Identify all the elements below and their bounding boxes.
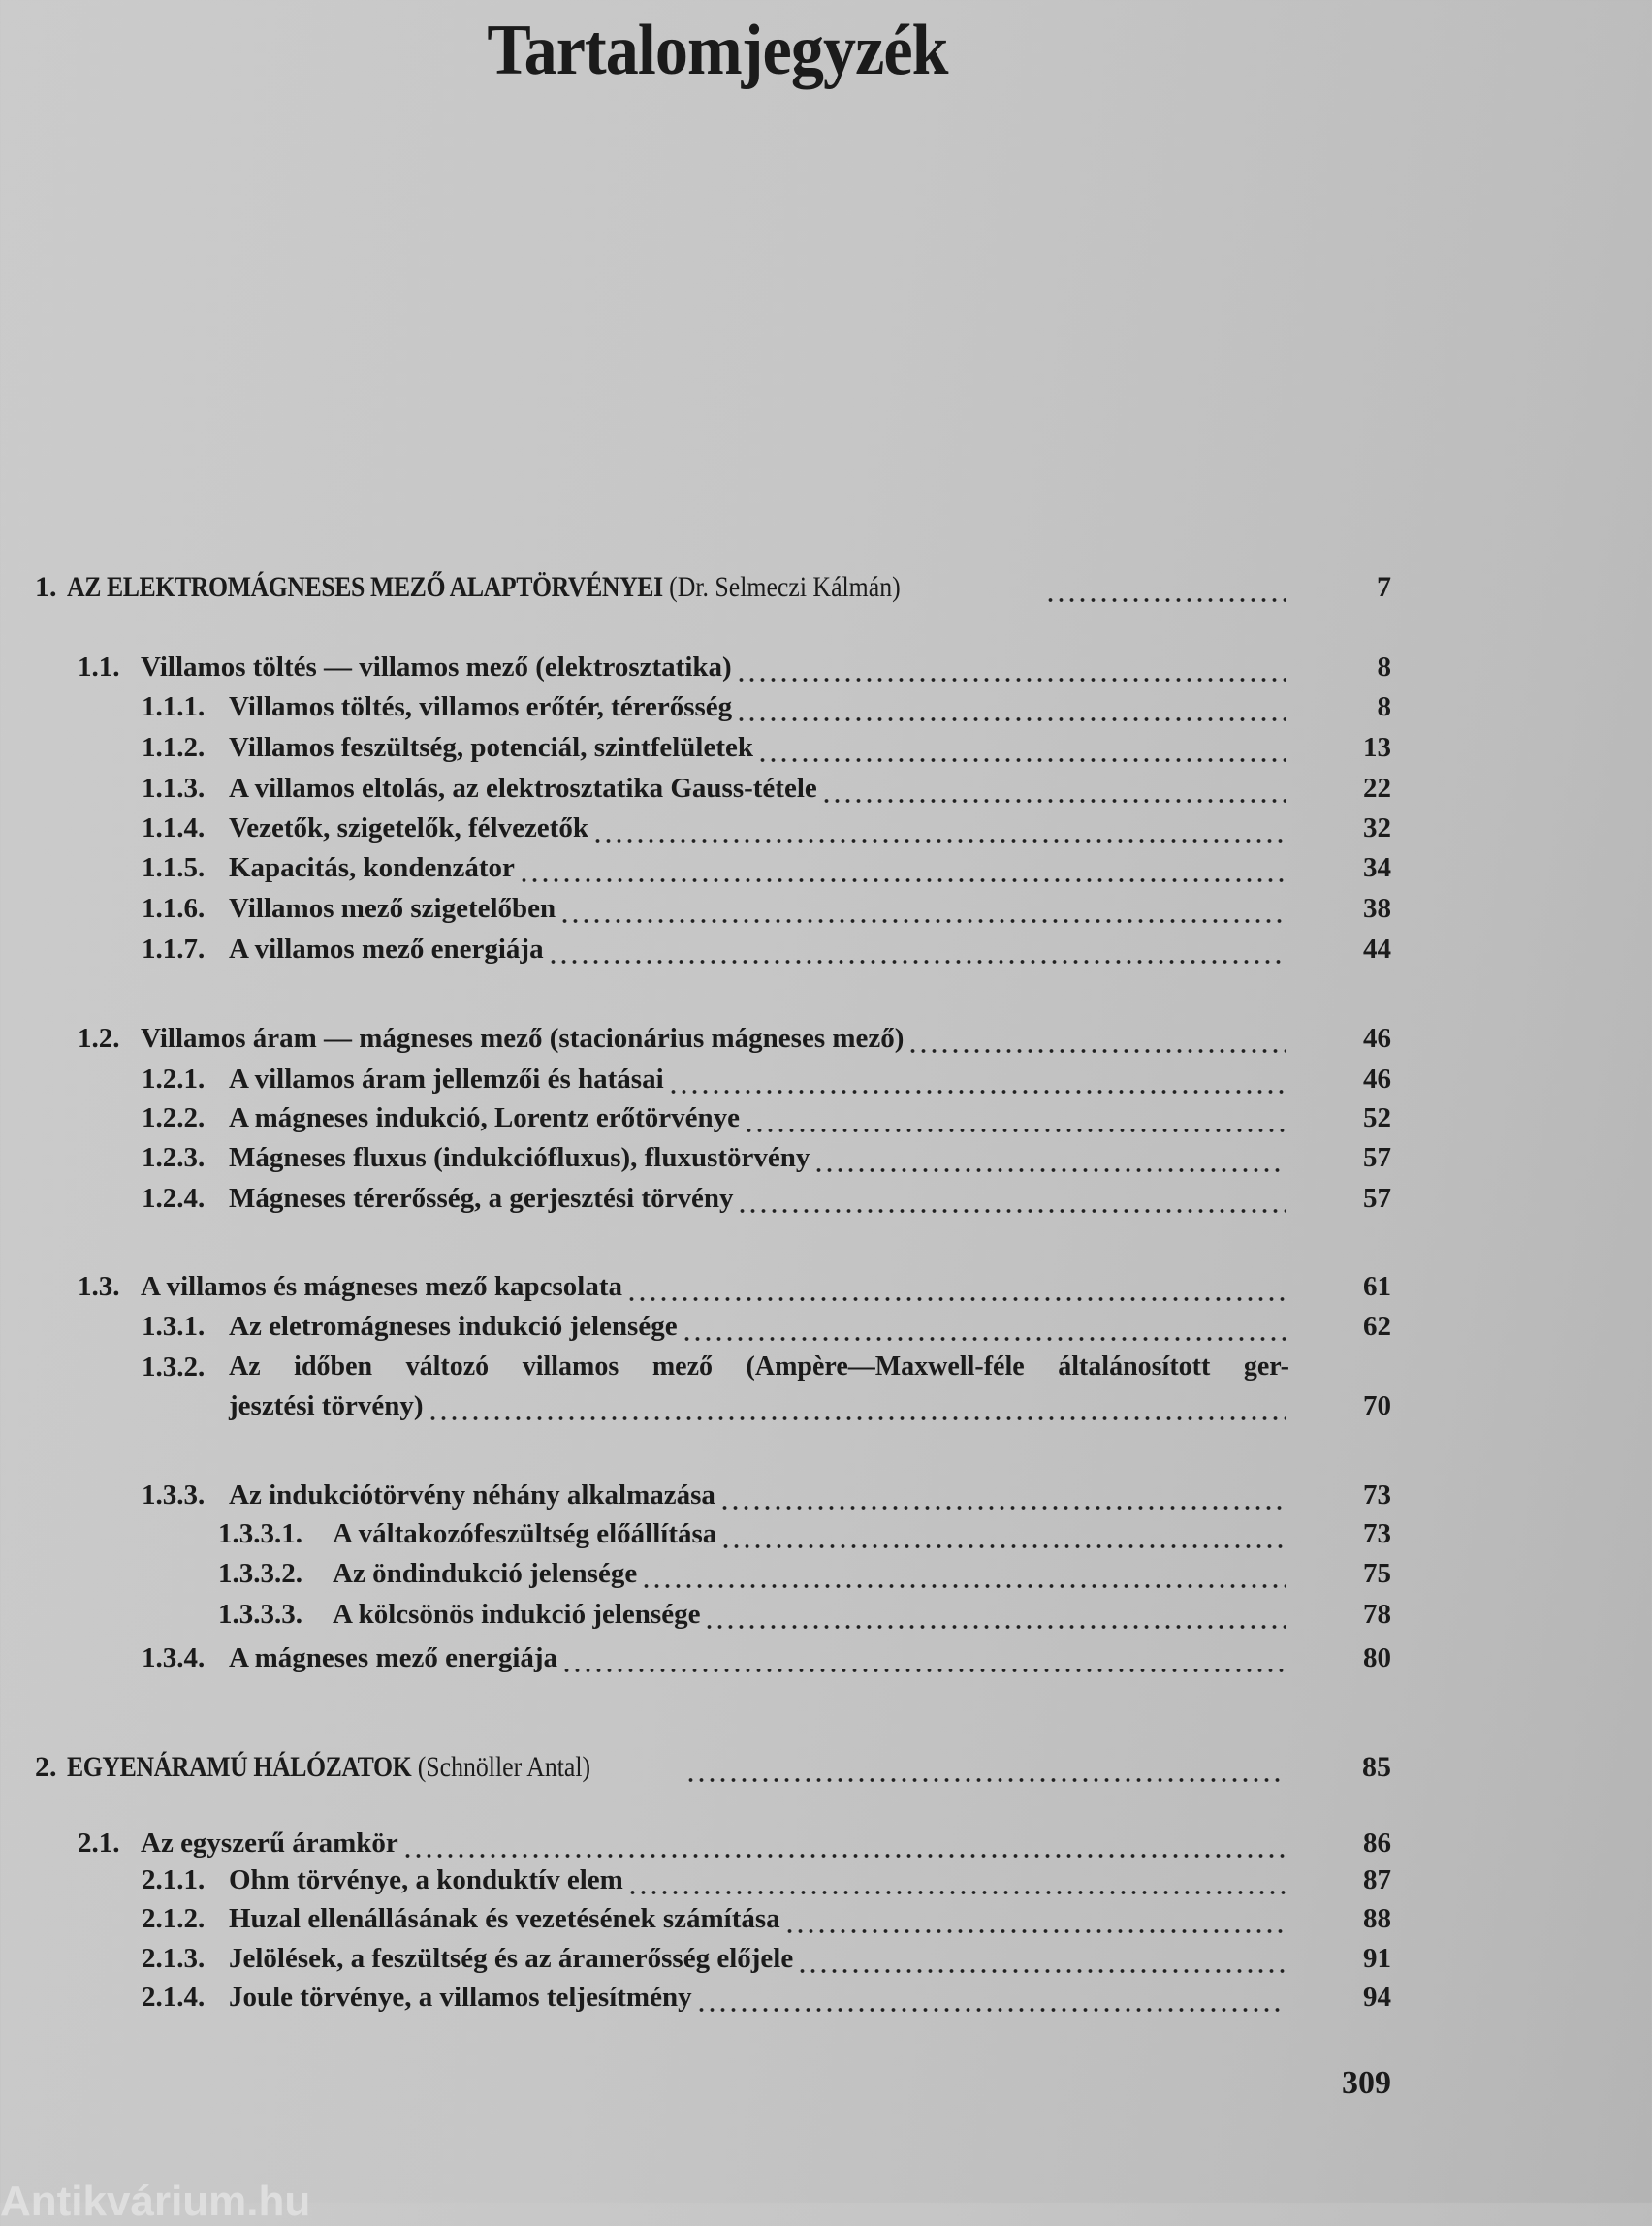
entry-title: Mágneses fluxus (indukciófluxus), fluxustörvény [229, 1142, 810, 1173]
entry-page-number: 78 [1363, 1599, 1391, 1630]
entry-number: 1.1.5. [142, 852, 206, 883]
entry-page-number: 52 [1363, 1102, 1391, 1133]
dot-leader [626, 1267, 1286, 1306]
entry-title: Ohm törvénye, a konduktív elem [229, 1864, 623, 1895]
dot-leader [559, 889, 1286, 928]
entry-page-number: 34 [1363, 852, 1391, 883]
entry-page-number: 61 [1363, 1271, 1391, 1302]
entry-number: 2.1.2. [142, 1903, 206, 1934]
toc-entry [142, 930, 1391, 969]
entry-page-number: 73 [1363, 1518, 1391, 1549]
entry-number: 2.1. [78, 1828, 120, 1859]
toc-entry [142, 848, 1391, 887]
entry-page-number: 38 [1363, 893, 1391, 924]
toc-entry [142, 1476, 1391, 1514]
toc-entry [142, 769, 1391, 808]
entry-number: 1.1.7. [142, 934, 206, 965]
entry-page-number: 44 [1363, 934, 1391, 965]
entry-number: 1.3.1. [142, 1311, 206, 1342]
entry-number: 1. [35, 571, 57, 603]
entry-page-number: 13 [1363, 732, 1391, 763]
entry-title: Villamos töltés — villamos mező (elektrosztatika) [141, 652, 732, 683]
entry-title: A villamos áram jellemzői és hatásai [229, 1064, 664, 1095]
toc-entry [142, 1179, 1391, 1218]
entry-title: A váltakozófeszültség előállítása [333, 1518, 717, 1549]
entry-number: 1.3. [78, 1271, 120, 1302]
entry-page-number: 46 [1363, 1023, 1391, 1054]
entry-title [67, 1748, 590, 1787]
entry-title: Villamos töltés, villamos erőtér, térerősség [229, 691, 733, 722]
dot-leader [685, 1748, 1286, 1787]
entry-title [67, 568, 901, 607]
toc-entry [218, 1554, 1391, 1593]
entry-title: Az egyszerű áramkör [141, 1828, 398, 1859]
entry-number: 2.1.3. [142, 1943, 206, 1974]
entry-title: A villamos mező energiája [229, 934, 544, 965]
dot-leader [704, 1595, 1286, 1634]
entry-page-number: 8 [1377, 652, 1391, 683]
toc-chapter [35, 1748, 1391, 1787]
dot-leader [907, 1019, 1286, 1058]
entry-page-number: 73 [1363, 1479, 1391, 1510]
toc-entry [142, 889, 1391, 928]
dot-leader [428, 1386, 1287, 1425]
entry-page-number: 88 [1363, 1903, 1391, 1934]
entry-page-number: 57 [1363, 1183, 1391, 1214]
entry-number: 1.1.2. [142, 732, 206, 763]
entry-page-number: 57 [1363, 1142, 1391, 1173]
entry-title: Vezetők, szigetelők, félvezetők [229, 812, 588, 843]
entry-page-number: 87 [1363, 1864, 1391, 1895]
entry-number: 1.2. [78, 1023, 120, 1054]
toc-entry [78, 1824, 1391, 1862]
entry-title: Villamos áram — mágneses mező (stacionárius mágneses mező) [141, 1023, 905, 1054]
toc-entry [142, 1060, 1391, 1098]
dot-leader [719, 1476, 1286, 1514]
dot-leader [720, 1514, 1286, 1553]
entry-title: Villamos feszültség, potenciál, szintfelületek [229, 732, 753, 763]
entry-page-number: 7 [1377, 571, 1391, 603]
dot-leader [548, 930, 1286, 969]
toc-entry [78, 1019, 1391, 1058]
entry-page-number: 75 [1363, 1558, 1391, 1589]
entry-title: A villamos eltolás, az elektrosztatika Gauss-tétele [229, 773, 817, 804]
entry-title: Az öndindukció jelensége [333, 1558, 638, 1589]
entry-number: 1.3.3.2. [218, 1558, 302, 1589]
toc-chapter [35, 568, 1391, 607]
toc-entry [78, 648, 1391, 686]
dot-leader [797, 1939, 1286, 1978]
dot-leader [641, 1554, 1286, 1593]
page-number: 309 [1342, 2065, 1391, 2101]
toc-entry [218, 1595, 1391, 1634]
entry-title: Mágneses térerősség, a gerjesztési törvény [229, 1183, 734, 1214]
entry-title: jesztési törvény) [229, 1390, 424, 1421]
dot-leader [627, 1860, 1286, 1899]
dot-leader [592, 809, 1286, 847]
entry-number: 1.2.2. [142, 1102, 206, 1133]
entry-title: Az időben változó villamos mező (Ampère—Maxwell-féle általánosított ger- [229, 1352, 1289, 1382]
entry-number: 1.1.6. [142, 893, 206, 924]
toc-entry [142, 728, 1391, 767]
toc-entry [142, 687, 1391, 726]
dot-leader [736, 648, 1286, 686]
chapter-title: AZ ELEKTROMÁGNESES MEZŐ ALAPTÖRVÉNYEI [66, 571, 663, 603]
entry-number: 1.3.3.3. [218, 1599, 302, 1630]
entry-title: Kapacitás, kondenzátor [229, 852, 515, 883]
entry-page-number: 32 [1363, 812, 1391, 843]
dot-leader [561, 1638, 1286, 1677]
entry-page-number: 70 [1363, 1390, 1391, 1421]
entry-title: Villamos mező szigetelőben [229, 893, 556, 924]
toc-entry [142, 1386, 1391, 1425]
toc-entry [78, 1267, 1391, 1306]
entry-number: 1.3.4. [142, 1642, 206, 1673]
toc-entry [142, 1138, 1391, 1177]
entry-number: 2.1.4. [142, 1982, 206, 2013]
chapter-author: (Dr. Selmeczi Kálmán) [668, 571, 901, 603]
entry-title: Az eletromágneses indukció jelensége [229, 1311, 678, 1342]
dot-leader [744, 1098, 1286, 1137]
toc-entry [142, 809, 1391, 847]
entry-title: Joule törvénye, a villamos teljesítmény [229, 1982, 692, 2013]
entry-title: A kölcsönös indukció jelensége [333, 1599, 701, 1630]
entry-number: 1.1.3. [142, 773, 206, 804]
entry-number: 1.3.3. [142, 1479, 206, 1510]
toc-entry [218, 1514, 1391, 1553]
toc-entry [142, 1939, 1391, 1978]
toc-entry [142, 1860, 1391, 1899]
dot-leader [813, 1138, 1286, 1177]
toc-entry [142, 1899, 1391, 1938]
dot-leader [682, 1307, 1286, 1346]
entry-number: 1.1.4. [142, 812, 206, 843]
dot-leader [1045, 568, 1286, 607]
entry-page-number: 86 [1363, 1828, 1391, 1859]
entry-title: Az indukciótörvény néhány alkalmazása [229, 1479, 715, 1510]
entry-page-number: 62 [1363, 1311, 1391, 1342]
entry-number: 1.1.1. [142, 691, 206, 722]
watermark: Antikvárium.hu [0, 2178, 311, 2225]
entry-number: 2. [35, 1751, 57, 1783]
entry-number: 1.1. [78, 652, 120, 683]
entry-number: 1.2.4. [142, 1183, 206, 1214]
entry-number: 2.1.1. [142, 1864, 206, 1895]
dot-leader [784, 1899, 1286, 1938]
toc-entry [142, 1307, 1391, 1346]
entry-title: Jelölések, a feszültség és az áramerősség előjele [229, 1943, 794, 1974]
dot-leader [402, 1824, 1286, 1862]
entry-page-number: 94 [1363, 1982, 1391, 2013]
dot-leader [821, 769, 1286, 808]
entry-title: Huzal ellenállásának és vezetésének számítása [229, 1903, 780, 1934]
entry-number: 1.2.3. [142, 1142, 206, 1173]
entry-page-number: 46 [1363, 1064, 1391, 1095]
entry-title: A villamos és mágneses mező kapcsolata [141, 1271, 622, 1302]
entry-number: 1.2.1. [142, 1064, 206, 1095]
toc-entry [142, 1348, 1391, 1386]
chapter-author: (Schnöller Antal) [417, 1751, 590, 1783]
dot-leader [757, 728, 1286, 767]
entry-number: 1.3.3.1. [218, 1518, 302, 1549]
toc-entry [142, 1638, 1391, 1677]
toc-entry [142, 1978, 1391, 2017]
dot-leader [668, 1060, 1286, 1098]
dot-leader [519, 848, 1286, 887]
chapter-title: EGYENÁRAMÚ HÁLÓZATOK [66, 1751, 411, 1783]
entry-title: A mágneses mező energiája [229, 1642, 558, 1673]
toc-entry [142, 1098, 1391, 1137]
entry-title: A mágneses indukció, Lorentz erőtörvénye [229, 1102, 741, 1133]
page-title: Tartalomjegyzék [487, 11, 948, 90]
dot-leader [736, 687, 1286, 726]
entry-page-number: 85 [1362, 1751, 1391, 1783]
entry-page-number: 8 [1377, 691, 1391, 722]
entry-page-number: 22 [1363, 773, 1391, 804]
entry-page-number: 91 [1363, 1943, 1391, 1974]
entry-page-number: 80 [1363, 1642, 1391, 1673]
entry-number: 1.3.2. [142, 1352, 206, 1383]
dot-leader [737, 1179, 1286, 1218]
dot-leader [696, 1978, 1286, 2017]
